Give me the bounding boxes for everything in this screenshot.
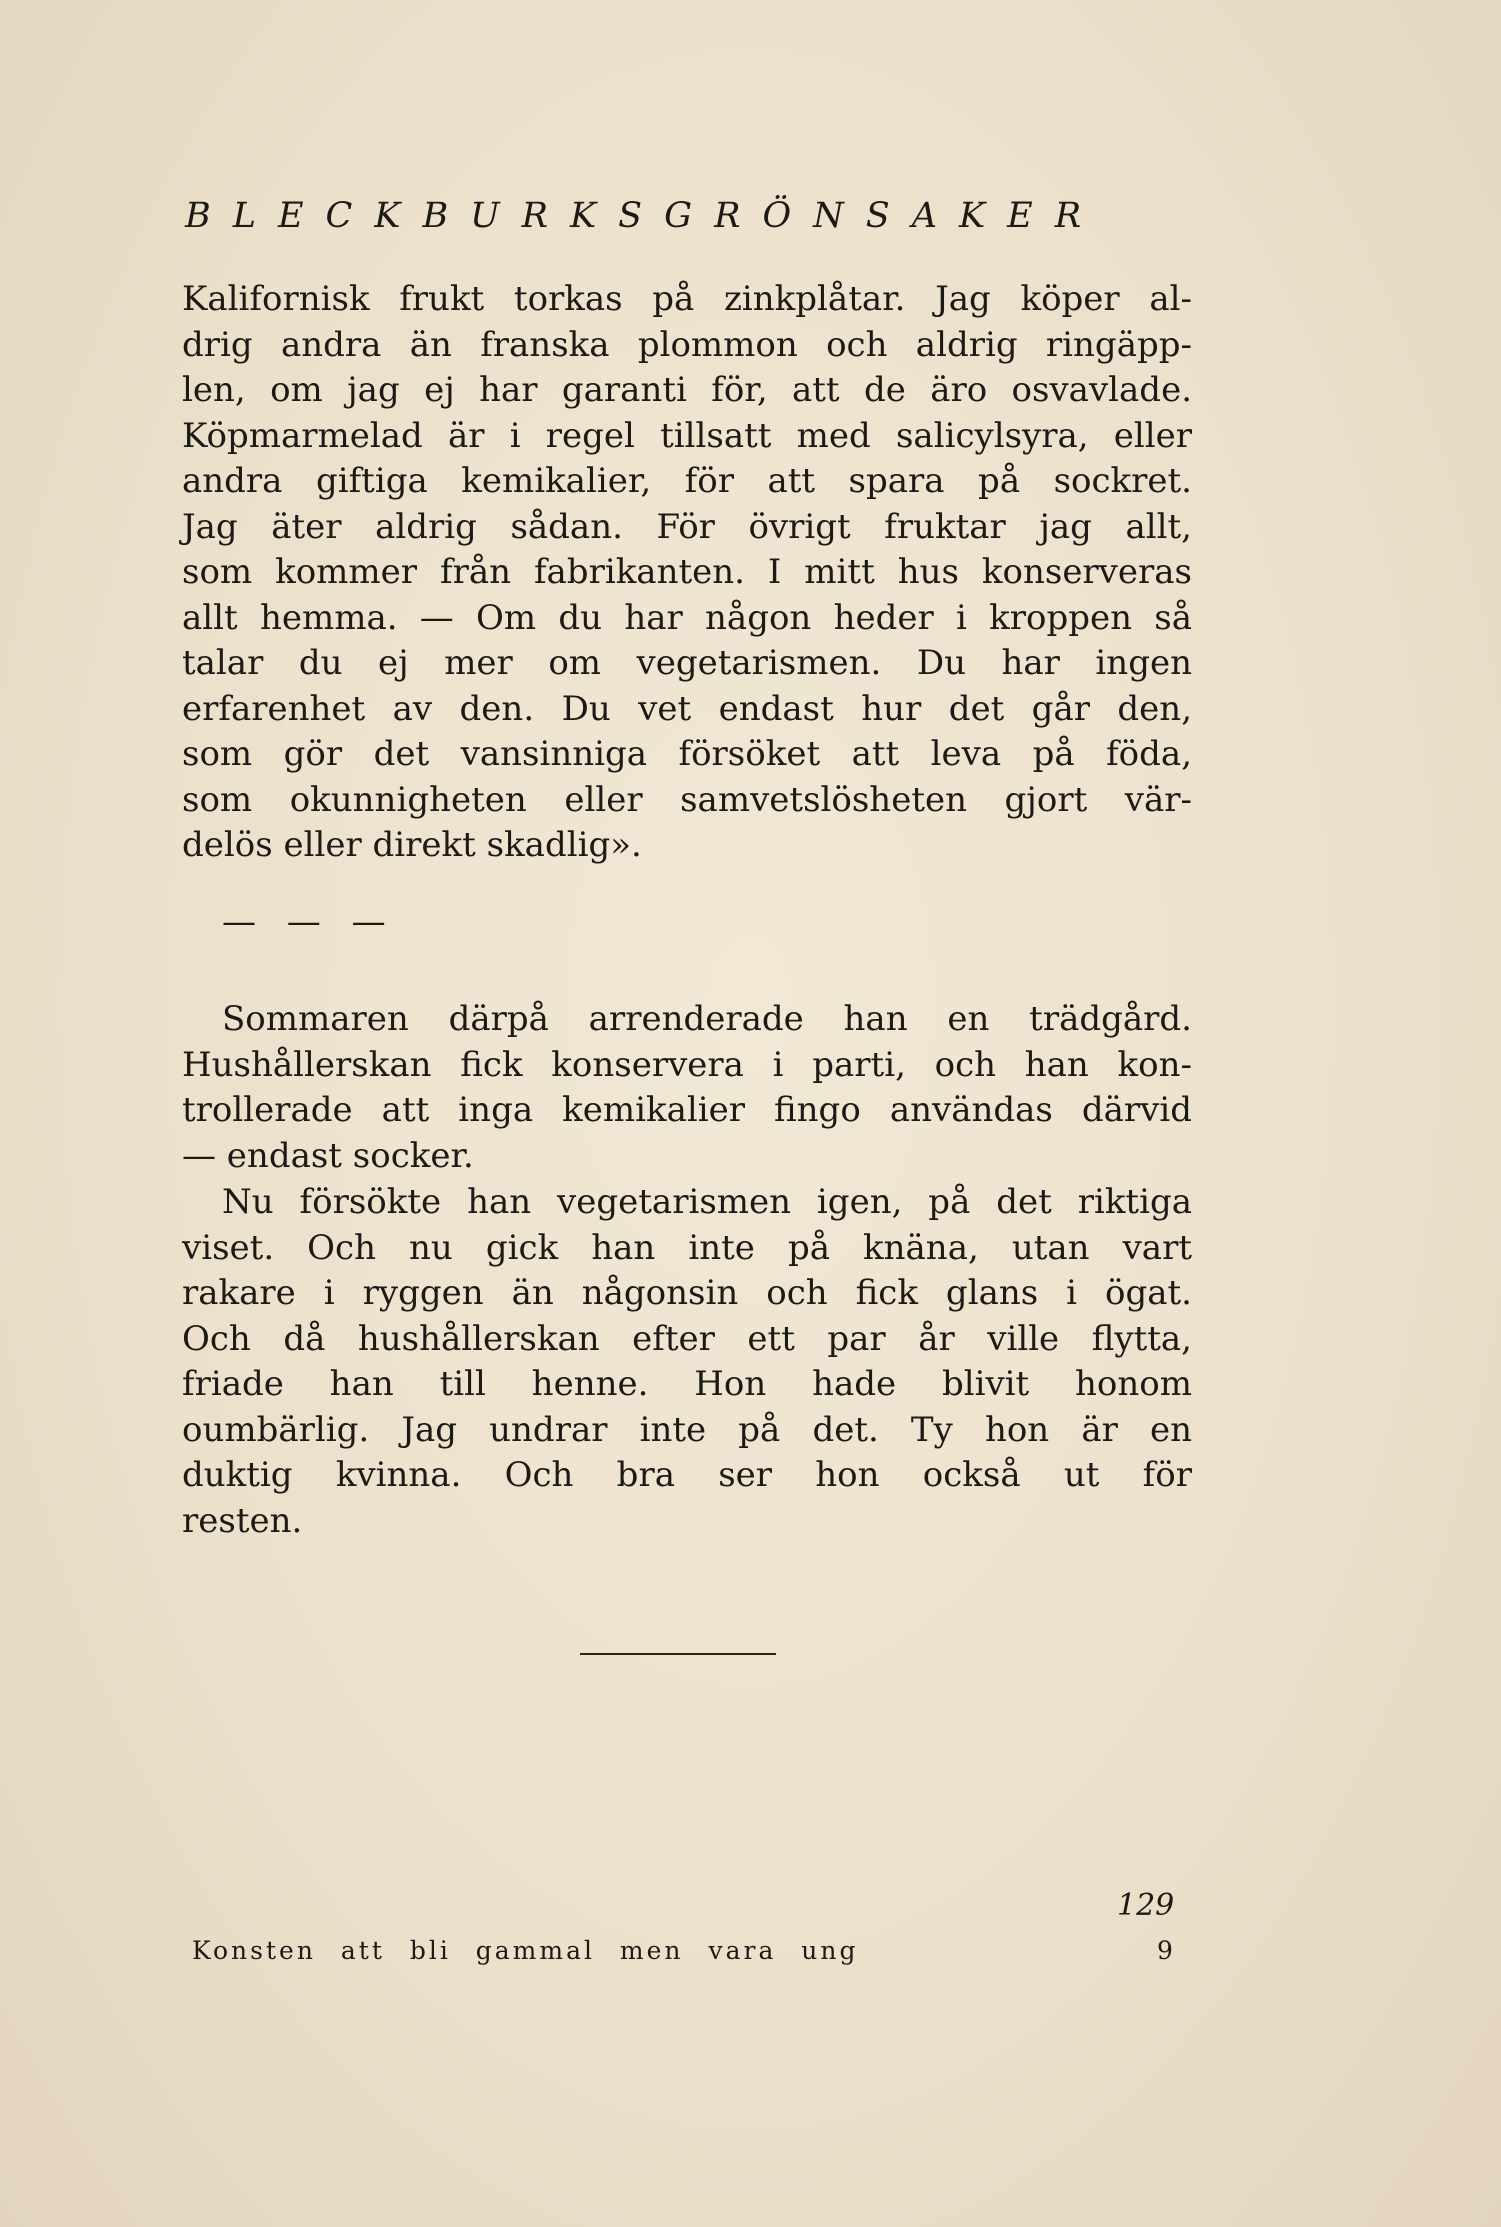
text-line: friade han till henne. Hon hade blivit honom [182,1364,1192,1404]
page-number: 129 [1117,1888,1175,1923]
text-line: Nu försökte han vegetarismen igen, på det riktiga [222,1182,1192,1222]
text-line: duktig kvinna. Och bra ser hon också ut för [182,1455,1192,1495]
text-line: Jag äter aldrig sådan. För övrigt fruktar jag allt, [182,506,1192,547]
running-head: BLECKBURKSGRÖNSAKER [185,196,1104,236]
text-line: som kommer från fabrikanten. I mitt hus konserveras [182,552,1192,592]
text-line: len, om jag ej har garanti för, att de äro osvavlade. [182,370,1192,410]
text-line: Och då hushållerskan efter ett par år ville flytta, [182,1318,1192,1359]
signature-mark: 9 [1157,1936,1173,1965]
end-rule [580,1653,776,1655]
text-line: erfarenhet av den. Du vet endast hur det går den, [182,688,1192,729]
text-line: viset. Och nu gick han inte på knäna, utan vart [182,1227,1192,1268]
text-line: Sommaren därpå arrenderade han en trädgård. [222,999,1192,1039]
text-line: oumbärlig. Jag undrar inte på det. Ty hon är en [182,1409,1192,1450]
text-line: allt hemma. — Om du har någon heder i kroppen så [182,597,1192,638]
text-line: drig andra än franska plommon och aldrig ringäpp- [182,324,1192,365]
footer-book-title: Konsten att bli gammal men vara ung [192,1936,859,1965]
section-break: — — — [222,902,396,942]
paragraph-2 [182,997,1192,1179]
text-line: trollerade att inga kemikalier fingo användas därvid [182,1090,1192,1130]
text-line: Kalifornisk frukt torkas på zinkplåtar. Jag köper al- [182,279,1192,319]
text-line: resten. [182,1500,303,1541]
text-line: rakare i ryggen än någonsin och fick glans i ögat. [182,1273,1192,1313]
text-line: — endast socker. [182,1135,474,1176]
text-line: som okunnigheten eller samvetslösheten gjort vär- [182,779,1192,820]
text-line: delös eller direkt skadlig». [182,825,642,865]
text-line: talar du ej mer om vegetarismen. Du har ingen [182,643,1192,683]
text-line: Hushållerskan fick konservera i parti, och han kon- [182,1044,1192,1085]
paragraph-1 [182,277,1192,869]
text-line: som gör det vansinniga försöket att leva på föda, [182,734,1192,774]
text-line: Köpmarmelad är i regel tillsatt med salicylsyra, eller [182,415,1192,456]
paragraph-3 [182,1180,1192,1544]
text-line: andra giftiga kemikalier, för att spara på sockret. [182,461,1192,501]
